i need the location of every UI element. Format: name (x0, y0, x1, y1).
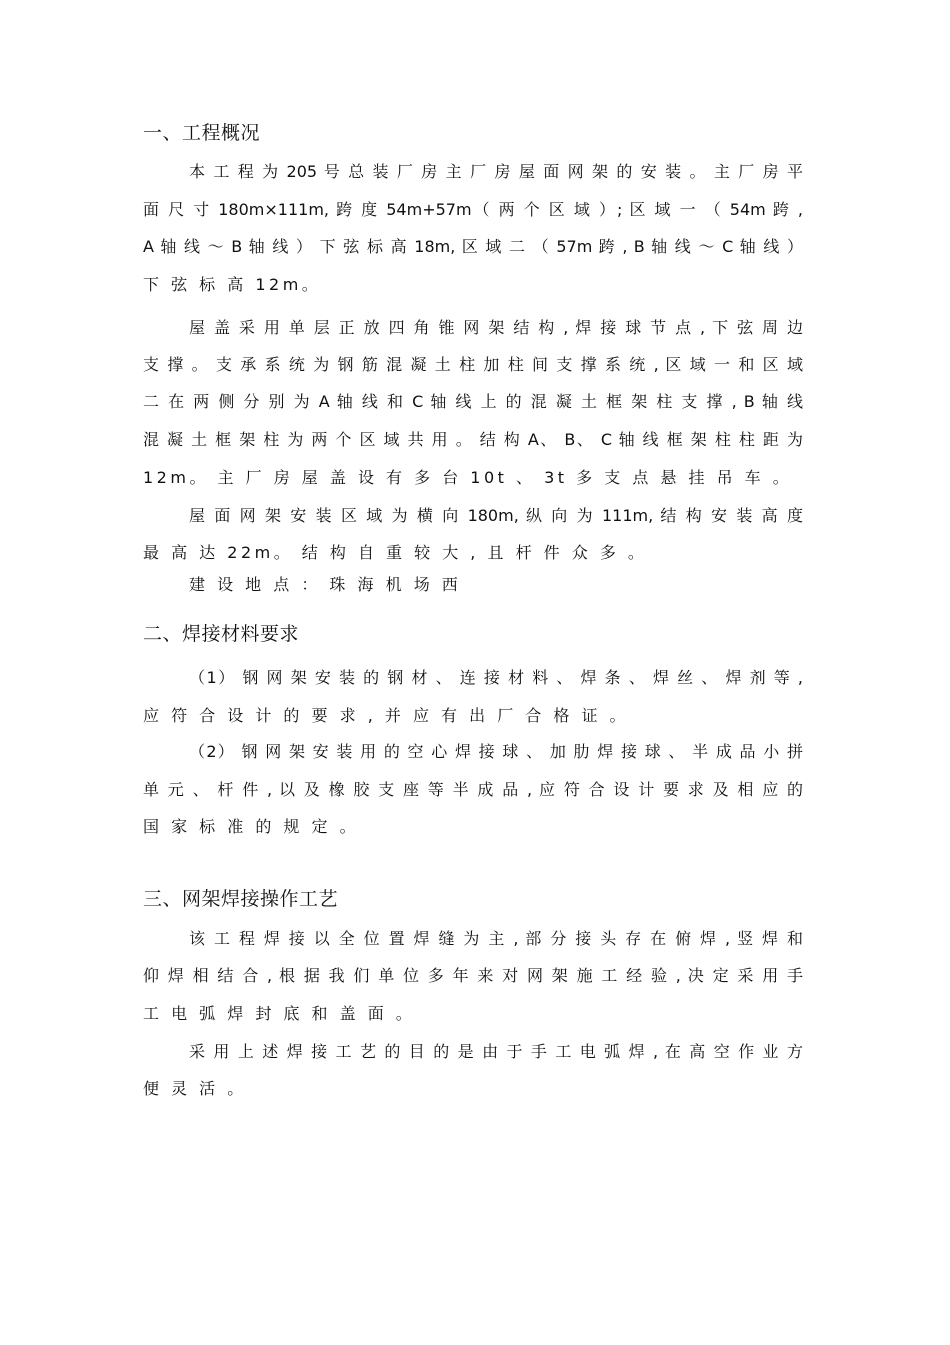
paragraph-line: 支 撑 。 支 承 系 统 为 钢 筋 混 凝 土 柱 加 柱 间 支 撑 系 统 , 区 域 一 和 区 域 (143, 355, 803, 374)
paragraph-line: A 轴 线 ～ B 轴 线 ） 下 弦 标 高 18m, 区 域 二 （ 57m 跨 , B 轴 线 ～ C 轴 线 ） (143, 237, 803, 256)
paragraph-line: 国 家 标 准 的 规 定 。 (143, 817, 360, 836)
paragraph-line: 单 元 、 杆 件 , 以 及 橡 胶 支 座 等 半 成 品 , 应 符 合 设 计 要 求 及 相 应 的 (143, 780, 803, 799)
paragraph-line: 屋 面 网 架 安 装 区 域 为 横 向 180m, 纵 向 为 111m, 结 构 安 装 高 度 (189, 506, 803, 525)
paragraph-line: 应 符 合 设 计 的 要 求 , 并 应 有 出 厂 合 格 证 。 (143, 706, 630, 725)
paragraph-line: 下 弦 标 高 12m。 (143, 275, 322, 294)
paragraph-line: 面 尺 寸 180m×111m, 跨 度 54m+57m（ 两 个 区 域 ）; 区 域 一 （ 54m 跨 , (143, 200, 803, 219)
paragraph-line: 工 电 弧 焊 封 底 和 盖 面 。 (143, 1004, 416, 1023)
section-heading-welding-process: 三、网架焊接操作工艺 (143, 888, 339, 910)
paragraph-line: 二 在 两 侧 分 别 为 A 轴 线 和 C 轴 线 上 的 混 凝 土 框 架 柱 支 撑 , B 轴 线 (143, 392, 803, 411)
paragraph-line: 便 灵 活 。 (143, 1079, 247, 1098)
paragraph-line: 仰 焊 相 结 合 , 根 据 我 们 单 位 多 年 来 对 网 架 施 工 经 验 , 决 定 采 用 手 (143, 966, 803, 985)
paragraph-line: （2） 钢 网 架 安 装 用 的 空 心 焊 接 球 、 加 肋 焊 接 球 、 半 成 品 小 拼 (189, 742, 803, 761)
paragraph-line: 混 凝 土 框 架 柱 为 两 个 区 域 共 用 。 结 构 A、 B、 C 轴 线 框 架 柱 柱 距 为 (143, 430, 803, 449)
section-heading-welding-materials: 二、焊接材料要求 (143, 623, 300, 645)
paragraph-line: 最 高 达 22m。 结 构 自 重 较 大 , 且 杆 件 众 多 。 (143, 543, 648, 562)
section-heading-overview: 一、工程概况 (143, 122, 261, 144)
paragraph-line: 采 用 上 述 焊 接 工 艺 的 目 的 是 由 于 手 工 电 弧 焊 , 在 高 空 作 业 方 (189, 1042, 803, 1061)
paragraph-line: 12m。 主 厂 房 屋 盖 设 有 多 台 10t 、 3t 多 支 点 悬 挂 吊 车 。 (143, 468, 793, 487)
paragraph-line: 屋 盖 采 用 单 层 正 放 四 角 锥 网 架 结 构 , 焊 接 球 节 点 , 下 弦 周 边 (189, 318, 803, 337)
paragraph-line: 该 工 程 焊 接 以 全 位 置 焊 缝 为 主 , 部 分 接 头 存 在 俯 焊 , 竖 焊 和 (189, 929, 803, 948)
construction-site-line: 建 设 地 点 ： 珠 海 机 场 西 (189, 575, 462, 594)
paragraph-line: 本 工 程 为 205 号 总 装 厂 房 主 厂 房 屋 面 网 架 的 安 装 。 主 厂 房 平 (189, 162, 803, 181)
paragraph-line: （1） 钢 网 架 安 装 的 钢 材 、 连 接 材 料 、 焊 条 、 焊 丝 、 焊 剂 等 , (189, 668, 803, 687)
